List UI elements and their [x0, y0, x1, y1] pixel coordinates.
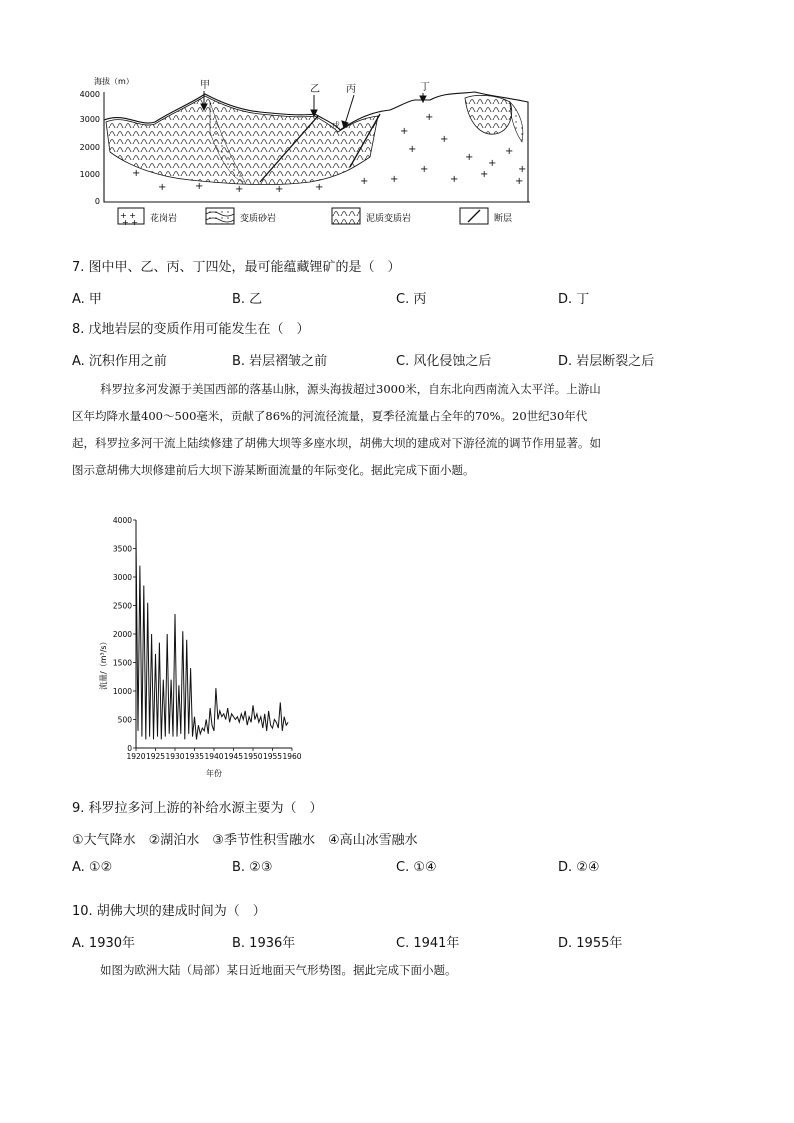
passage-colorado-river [72, 376, 722, 484]
chart-y-tick-label: 0 [127, 744, 132, 753]
svg-text:+: + [488, 158, 497, 169]
passage-line: 科罗拉多河发源于美国西部的落基山脉，源头海拔超过3000米，自东北向西南流入太平洋。上游山 [100, 382, 601, 396]
chart-y-tick-label: 4000 [112, 516, 132, 525]
point-label-jia: 甲 [200, 80, 210, 91]
chart-x-tick-label: 1960 [282, 752, 302, 761]
q10-option-b[interactable]: B. 1936年 [232, 936, 296, 951]
q10-option-d[interactable]: D. 1955年 [558, 936, 623, 951]
passage-line: 区年均降水量400～500毫米，贡献了86%的河流径流量，夏季径流量占全年的70%。20世纪30年代 [72, 409, 588, 423]
q9-option-b[interactable]: B. ②③ [232, 860, 273, 875]
q8-option-a[interactable]: A. 沉积作用之前 [72, 354, 167, 369]
svg-text:+: + [408, 144, 417, 155]
fig1-ytick: 4000 [79, 90, 100, 99]
svg-text:+: + [315, 182, 324, 193]
chart-y-tick-label: 2000 [112, 630, 132, 639]
point-label-wu: 戊 [332, 121, 340, 130]
legend-pelitic: 泥质变质岩 [366, 214, 412, 224]
chart-y-tick-label: 1000 [112, 687, 132, 696]
legend-fault: 断层 [494, 214, 513, 224]
point-label-bing: 丙 [346, 84, 356, 95]
svg-text:+: + [390, 174, 399, 185]
svg-text:+: + [450, 174, 459, 185]
svg-text:+: + [360, 176, 369, 187]
q8-option-b[interactable]: B. 岩层褶皱之前 [232, 354, 328, 369]
svg-text:+: + [515, 176, 524, 187]
fig1-ytick: 1000 [79, 170, 100, 179]
q9-option-d[interactable]: D. ②④ [558, 860, 600, 875]
svg-text:+: + [158, 182, 167, 193]
chart-y-tick-label: 3500 [112, 544, 132, 554]
fig1-ytick: 3000 [79, 115, 100, 124]
q7-option-a[interactable]: A. 甲 [72, 292, 102, 307]
chart-y-tick-label: 3000 [112, 573, 132, 582]
chart-x-tick-label: 1950 [243, 752, 263, 761]
svg-text:+ +: + + [120, 211, 136, 220]
svg-text:+: + [275, 184, 284, 195]
chart-x-tick-label: 1945 [223, 752, 244, 761]
chart-y-tick-label: 500 [117, 715, 132, 725]
chart-ylabel: 流量/（m³/s） [99, 637, 108, 690]
svg-text:+: + [195, 181, 204, 192]
point-label-yi: 乙 [310, 84, 320, 95]
svg-text:+: + [465, 152, 474, 163]
passage-europe-weather: 如图为欧洲大陆（局部）某日近地面天气形势图。据此完成下面小题。 [100, 963, 457, 977]
svg-text:+: + [235, 184, 244, 195]
svg-text:+: + [420, 164, 429, 175]
discharge-series-line [136, 537, 288, 739]
fig1-ytick: 2000 [79, 143, 100, 152]
svg-text:+: + [400, 126, 409, 137]
chart-y-tick-label: 2500 [112, 601, 132, 611]
passage-line: 图示意胡佛大坝修建前后大坝下游某断面流量的年际变化。据此完成下面小题。 [72, 463, 475, 477]
q7-option-d[interactable]: D. 丁 [558, 292, 590, 307]
fig1-ytick: 0 [94, 197, 100, 206]
svg-text:+ +: + + [122, 218, 138, 227]
svg-text:+: + [518, 164, 527, 175]
q9-stem: 9. 科罗拉多河上游的补给水源主要为（ ） [72, 801, 323, 816]
svg-text:+: + [425, 112, 434, 123]
svg-text:+: + [132, 168, 141, 179]
chart-x-tick-label: 1925 [145, 752, 166, 761]
q8-stem: 8. 戊地岩层的变质作用可能发生在（ ） [72, 322, 310, 337]
svg-text:+: + [480, 169, 489, 180]
q9-sub-items: ①大气降水 ②湖泊水 ③季节性积雪融水 ④高山冰雪融水 [72, 833, 418, 848]
legend-metasandstone: 变质砂岩 [240, 214, 277, 224]
chart-x-tick-label: 1955 [262, 752, 283, 761]
chart-xlabel: 年份 [206, 769, 222, 778]
geologic-section-figure [70, 72, 540, 232]
passage-line: 起，科罗拉多河干流上陆续修建了胡佛大坝等多座水坝，胡佛大坝的建成对下游径流的调节作用显著。如 [72, 436, 601, 450]
chart-x-tick-label: 1930 [165, 752, 185, 761]
q10-option-c[interactable]: C. 1941年 [396, 936, 460, 951]
legend-granite: 花岗岩 [150, 214, 178, 224]
q8-option-c[interactable]: C. 风化侵蚀之后 [396, 354, 492, 369]
q7-stem: 7. 图中甲、乙、丙、丁四处，最可能蕴藏锂矿的是（ ） [72, 260, 401, 275]
q7-option-b[interactable]: B. 乙 [232, 292, 263, 307]
chart-y-tick-label: 1500 [112, 658, 132, 668]
q7-option-c[interactable]: C. 丙 [396, 292, 427, 307]
q10-option-a[interactable]: A. 1930年 [72, 936, 136, 951]
svg-text:+: + [505, 146, 514, 157]
point-label-ding: 丁 [420, 82, 430, 93]
q9-option-a[interactable]: A. ①② [72, 860, 113, 875]
q10-stem: 10. 胡佛大坝的建成时间为（ ） [72, 904, 266, 919]
chart-x-tick-label: 1920 [126, 752, 146, 761]
q9-option-c[interactable]: C. ①④ [396, 860, 437, 875]
svg-text:+: + [440, 134, 449, 145]
fig1-ylabel: 海拔（m） [94, 77, 134, 86]
chart-x-tick-label: 1940 [204, 752, 224, 761]
chart-x-tick-label: 1935 [184, 752, 205, 761]
q8-option-d[interactable]: D. 岩层断裂之后 [558, 354, 655, 369]
discharge-chart [92, 510, 312, 780]
fig1-legend [118, 208, 512, 227]
